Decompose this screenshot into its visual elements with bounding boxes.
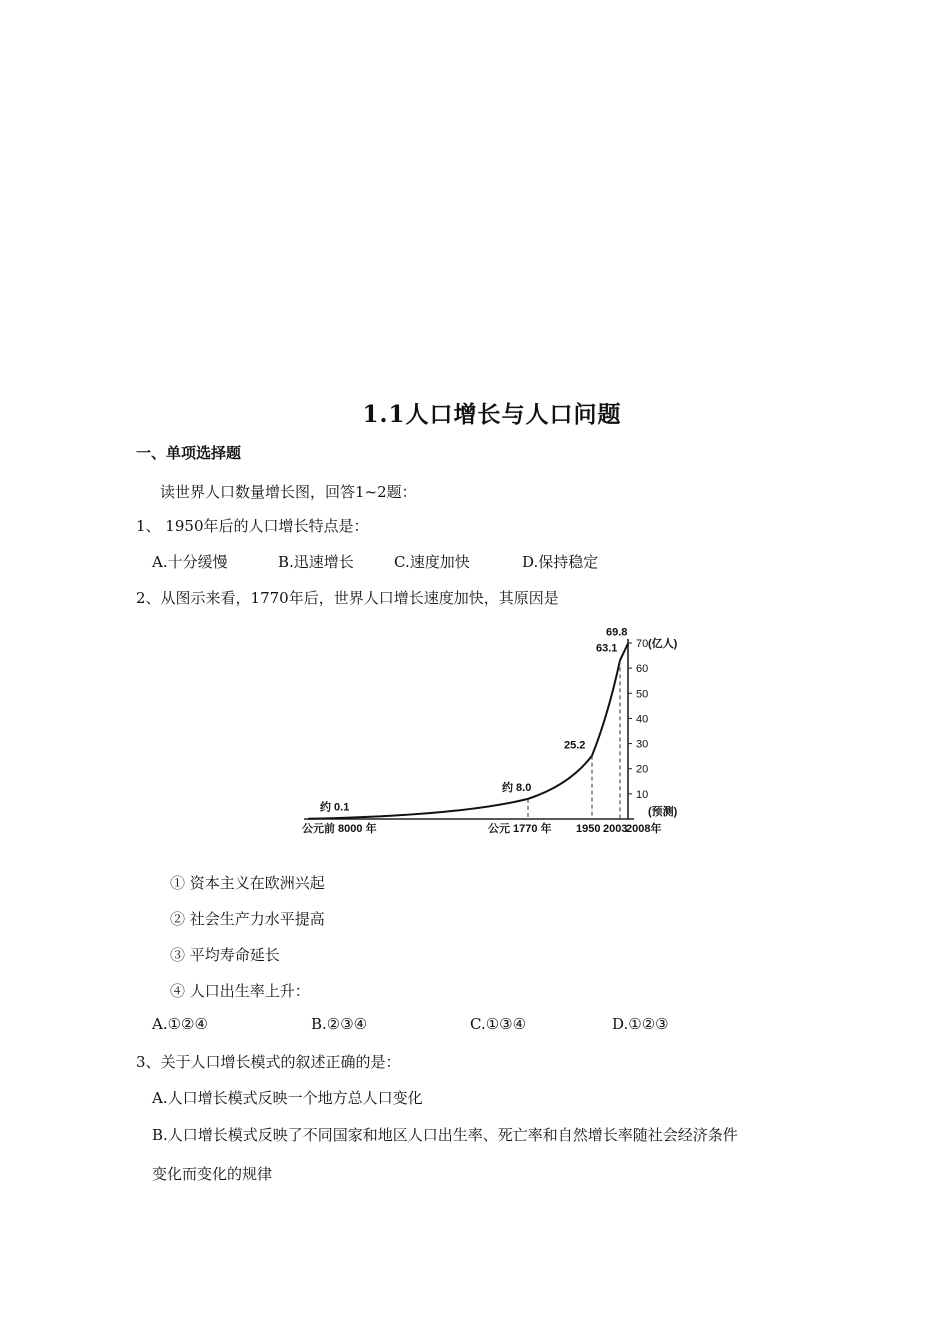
y-tick-label: 20	[636, 763, 649, 776]
population-growth-chart	[300, 622, 700, 844]
section-heading: 一、单项选择题	[136, 444, 242, 462]
y-tick-label: 40	[636, 713, 649, 726]
forecast-label: (预测)	[648, 806, 678, 818]
question-1-stem: 1、 1950年后的人口增长特点是：	[136, 517, 369, 535]
x-axis-label: 2008年	[626, 823, 662, 835]
q1-option-c: C.速度加快	[394, 553, 470, 571]
q2-option-b: B.②③④	[311, 1015, 368, 1033]
q2-statement-2: ② 社会生产力水平提高	[170, 910, 325, 928]
y-tick-label: 50	[636, 688, 649, 701]
x-axis-label: 公元 1770 年	[488, 823, 552, 835]
q3-option-b: B.人口增长模式反映了不同国家和地区人口出生率、死亡率和自然增长率随社会经济条件	[152, 1126, 738, 1144]
q1-option-d: D.保持稳定	[522, 553, 599, 571]
data-label: 25.2	[564, 739, 586, 752]
q2-option-c: C.①③④	[470, 1015, 527, 1033]
y-unit-label: (亿人)	[648, 638, 678, 650]
y-tick-label: 60	[636, 663, 649, 676]
y-tick-label: 30	[636, 738, 649, 751]
data-label: 约 0.1	[320, 801, 350, 814]
question-3-stem: 3、关于人口增长模式的叙述正确的是：	[136, 1053, 401, 1071]
data-label: 约 8.0	[502, 781, 532, 794]
y-tick-label: 70	[636, 638, 649, 650]
page-title: 1.1人口增长与人口问题	[362, 401, 622, 428]
data-label: 63.1	[596, 642, 618, 655]
intro-text: 读世界人口数量增长图，回答1~2题：	[160, 483, 417, 501]
x-axis-label: 公元前 8000 年	[302, 823, 377, 835]
q2-option-a: A.①②④	[152, 1015, 208, 1033]
q3-option-b-continued: 变化而变化的规律	[152, 1165, 273, 1183]
population-curve	[308, 644, 628, 819]
x-axis-label: 1950	[576, 823, 601, 835]
q1-option-b: B.迅速增长	[278, 553, 354, 571]
q2-statement-3: ③ 平均寿命延长	[170, 946, 280, 964]
x-axis-label: 2003	[603, 823, 628, 835]
q2-option-d: D.①②③	[612, 1015, 669, 1033]
q1-option-a: A.十分缓慢	[152, 553, 228, 571]
q2-statement-1: ① 资本主义在欧洲兴起	[170, 874, 325, 892]
data-label: 69.8	[606, 626, 628, 639]
question-2-stem: 2、从图示来看，1770年后，世界人口增长速度加快，其原因是	[136, 589, 559, 607]
y-tick-label: 10	[636, 788, 649, 801]
q3-option-a: A.人口增长模式反映一个地方总人口变化	[152, 1089, 423, 1107]
q2-statement-4: ④ 人口出生率上升：	[170, 982, 310, 1000]
